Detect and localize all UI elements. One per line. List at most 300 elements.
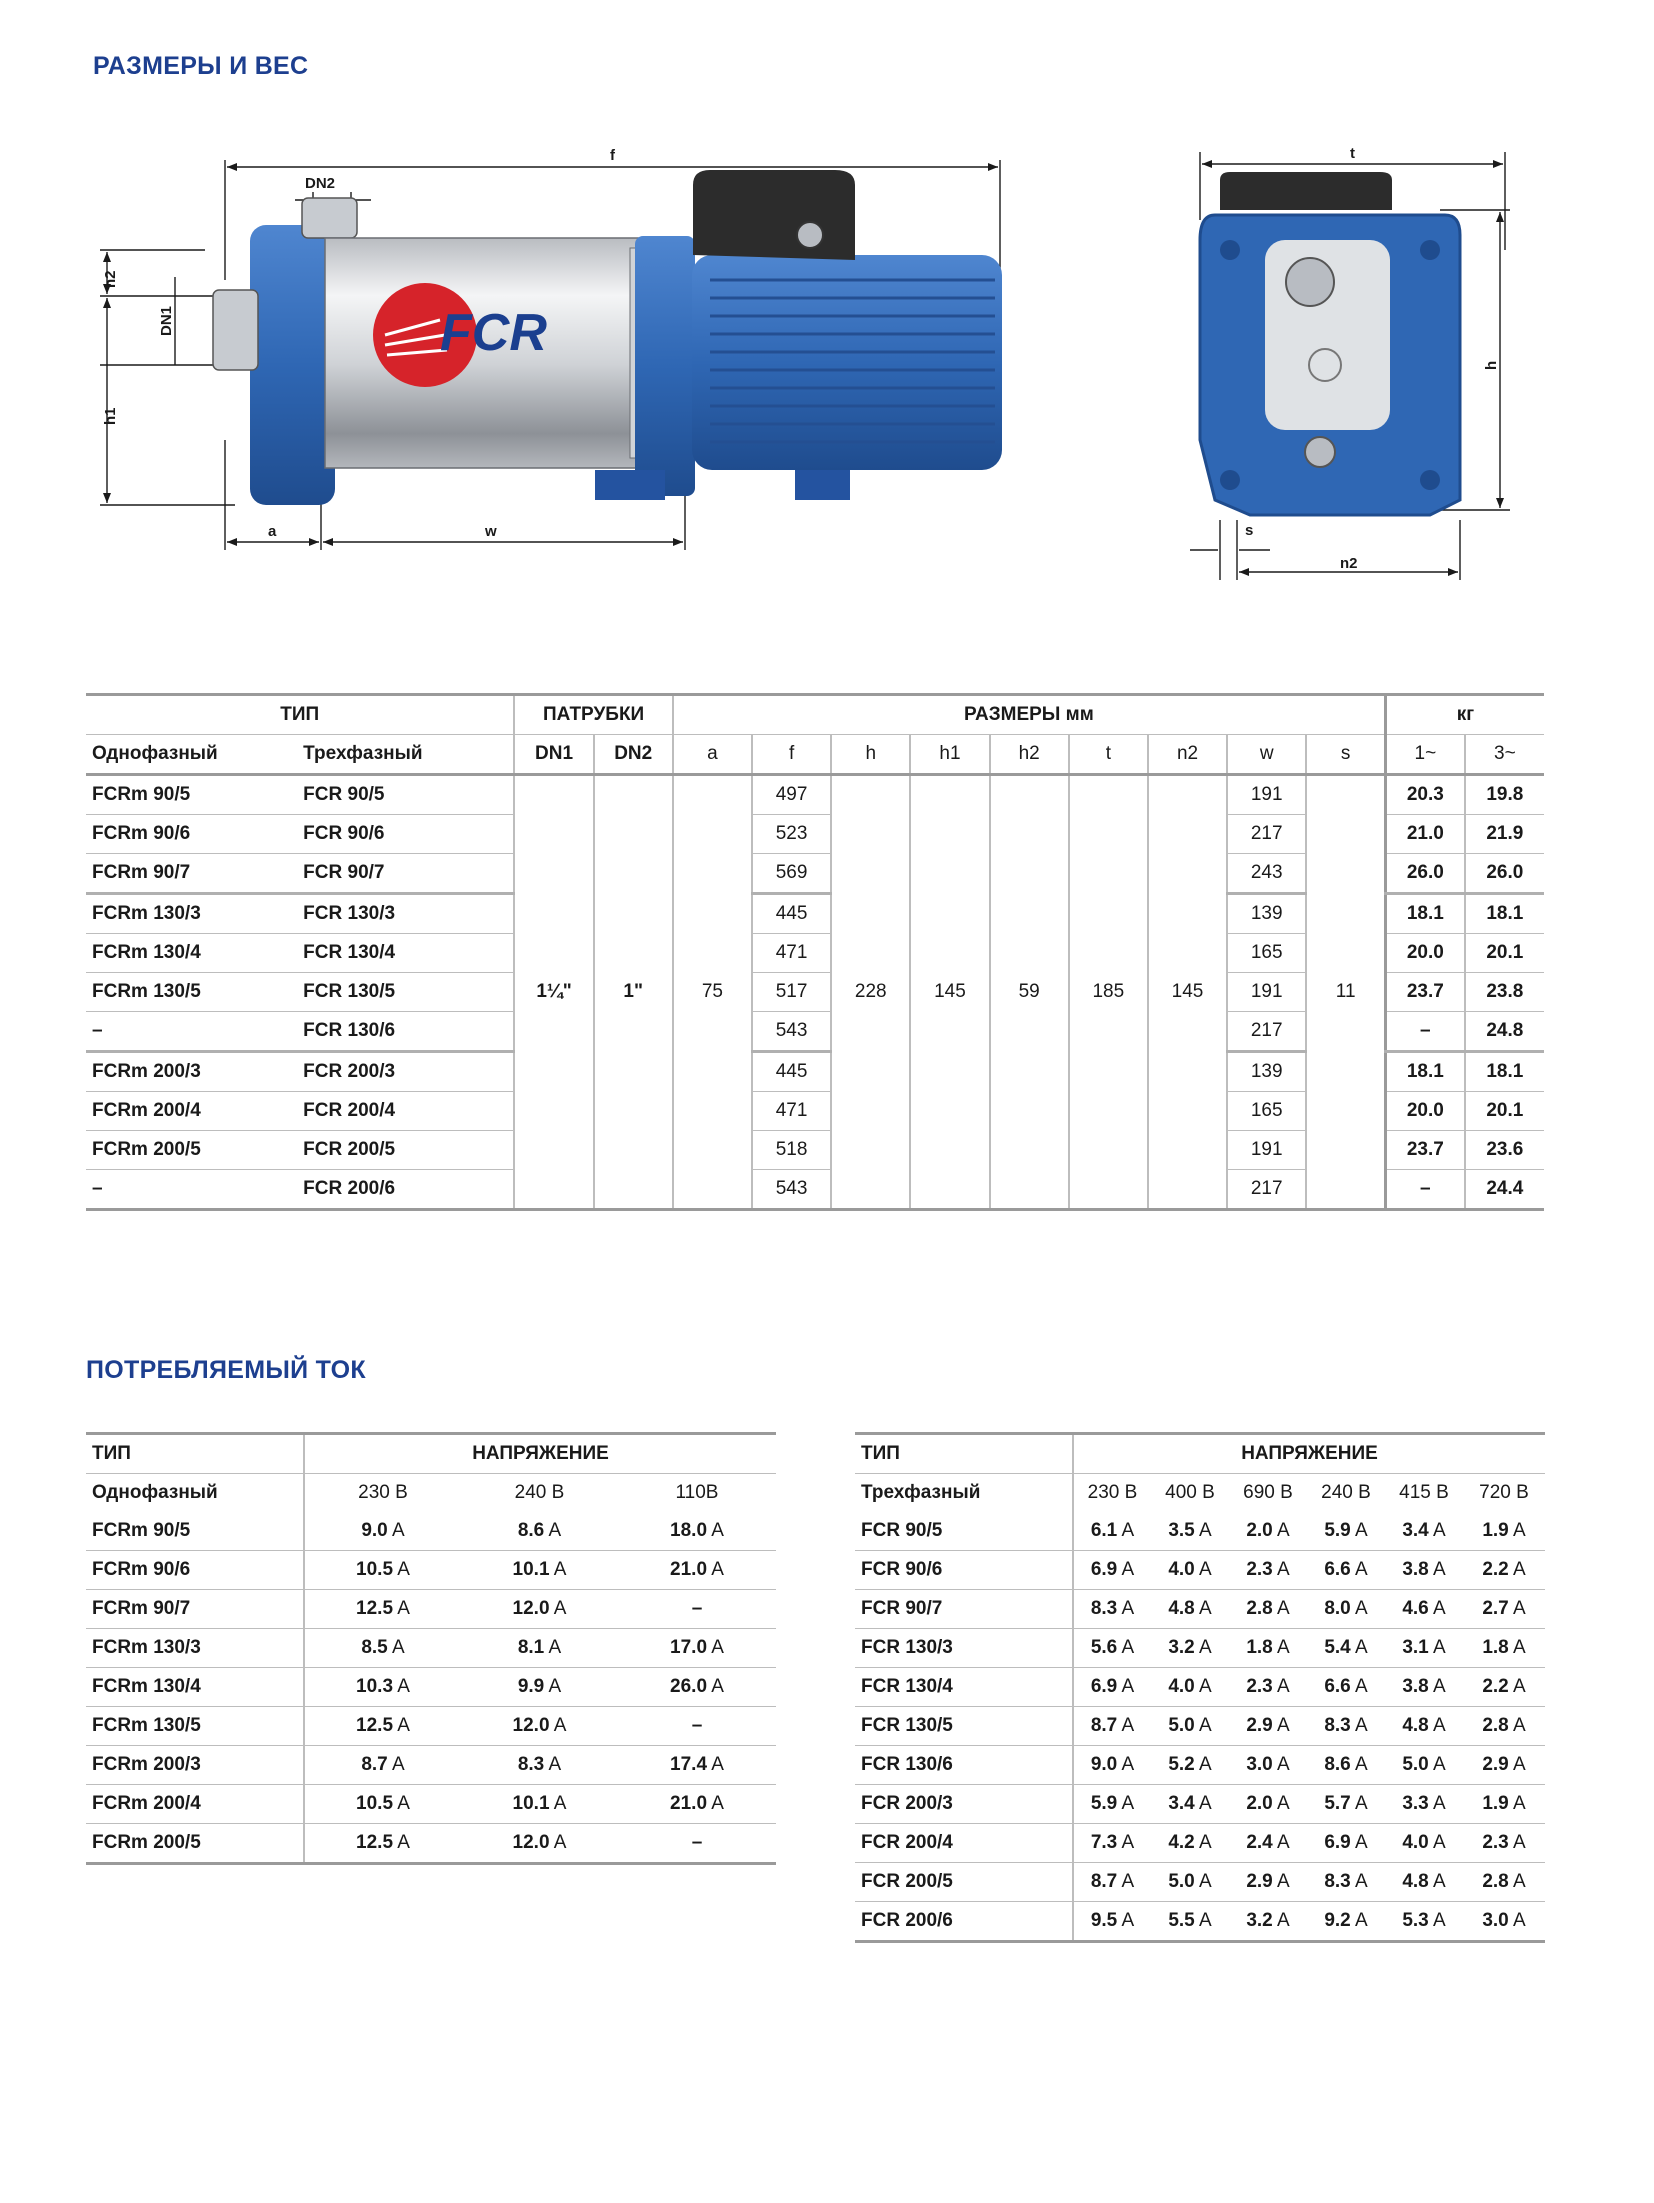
- current-amps: 2.2: [1482, 1676, 1509, 1697]
- current-unit: A: [391, 1754, 405, 1775]
- front-inlet: [1286, 258, 1334, 306]
- current-amps: 5.9: [1324, 1520, 1351, 1541]
- model-name: FCRm 90/6: [86, 1551, 304, 1590]
- current-value: [1385, 1707, 1463, 1746]
- weight-3ph: 24.8: [1465, 1012, 1544, 1052]
- voltage-header: 240 В: [1321, 1482, 1371, 1503]
- weight-3ph: 26.0: [1465, 854, 1544, 894]
- current-unit: A: [553, 1598, 567, 1619]
- dim-w: 139: [1227, 894, 1306, 934]
- current-value: [1307, 1629, 1385, 1668]
- current-row: [86, 1590, 776, 1629]
- model-name: FCRm 90/5: [86, 1512, 304, 1551]
- current-value: [1307, 1512, 1385, 1551]
- weight-3ph: 24.4: [1465, 1170, 1544, 1210]
- current-value: [1151, 1902, 1229, 1942]
- current-unit: A: [1198, 1715, 1212, 1736]
- model-name: FCR 200/6: [861, 1910, 953, 1931]
- current-amps: 10.5: [356, 1559, 394, 1580]
- pump-foot: [595, 470, 665, 500]
- cable-gland: [797, 222, 823, 248]
- current-amps: 5.4: [1324, 1637, 1351, 1658]
- current-amps: 21.0: [670, 1793, 708, 1814]
- single-phase-model: FCRm 200/4: [86, 1092, 297, 1131]
- current-value: [304, 1668, 461, 1707]
- single-phase-model: –: [86, 1170, 297, 1210]
- single-phase-model: FCRm 90/7: [86, 854, 297, 894]
- three-phase-model: FCR 130/5: [297, 973, 514, 1012]
- current-value: [1307, 1707, 1385, 1746]
- current-value: [1073, 1512, 1151, 1551]
- weight-3ph: 19.8: [1465, 775, 1544, 815]
- current-unit: A: [397, 1598, 410, 1619]
- current-unit: A: [1276, 1910, 1290, 1931]
- current-unit: A: [1432, 1793, 1446, 1814]
- model-name: FCR 90/5: [855, 1512, 1073, 1551]
- motor-foot: [795, 470, 850, 500]
- current-unit: A: [1432, 1598, 1446, 1619]
- subheader-dn2: DN2: [594, 735, 673, 775]
- dim-w: 217: [1227, 1012, 1306, 1052]
- current-unit: A: [1198, 1637, 1212, 1658]
- current-value: [461, 1707, 618, 1746]
- current-section-title: ПОТРЕБЛЯЕМЫЙ ТОК: [86, 1356, 366, 1384]
- current-amps: 8.1: [517, 1637, 545, 1658]
- current-unit: A: [711, 1676, 724, 1697]
- current-value: [618, 1746, 776, 1785]
- current-amps: 10.1: [512, 1793, 550, 1814]
- dim-f: 497: [752, 775, 831, 815]
- current-unit: A: [1198, 1871, 1212, 1892]
- three-phase-model: FCR 130/6: [297, 1012, 514, 1052]
- phase-label: Трехфазный: [861, 1482, 981, 1503]
- current-value: [304, 1551, 461, 1590]
- current-amps: 4.2: [1168, 1832, 1195, 1853]
- current-unit: A: [1432, 1676, 1446, 1697]
- current-row: [855, 1824, 1545, 1863]
- current-value: [1463, 1785, 1545, 1824]
- current-unit: A: [1276, 1832, 1290, 1853]
- current-unit: A: [1432, 1910, 1446, 1931]
- current-value: [1073, 1824, 1151, 1863]
- current-amps: 8.7: [1090, 1715, 1118, 1736]
- current-amps: 8.7: [361, 1754, 388, 1775]
- current-unit: A: [1198, 1910, 1212, 1931]
- subheader-dn1: DN1: [514, 735, 593, 775]
- current-value: [1385, 1863, 1463, 1902]
- dim-s: 11: [1306, 775, 1385, 1210]
- current-value: [618, 1785, 776, 1824]
- current-row: [86, 1785, 776, 1824]
- current-amps: 5.5: [1168, 1910, 1195, 1931]
- subheader-weight-1ph: 1~: [1386, 735, 1465, 775]
- current-amps: 12.5: [356, 1598, 394, 1619]
- three-phase-model: FCR 200/4: [297, 1092, 514, 1131]
- current-amps: 1.8: [1482, 1637, 1509, 1658]
- current-value: [1463, 1863, 1545, 1902]
- model-name: FCR 130/3: [855, 1629, 1073, 1668]
- current-unit: A: [1198, 1520, 1212, 1541]
- weight-1ph: 18.1: [1386, 894, 1465, 934]
- model-name: FCR 200/4: [855, 1824, 1073, 1863]
- current-amps: –: [691, 1715, 703, 1736]
- current-amps: –: [691, 1598, 703, 1619]
- current-value: [1151, 1629, 1229, 1668]
- current-amps: 3.8: [1402, 1559, 1429, 1580]
- dim-label-n2: n2: [1340, 555, 1358, 572]
- voltage-header: 240 В: [514, 1482, 565, 1503]
- current-value: [1229, 1707, 1307, 1746]
- outlet-port: [302, 198, 357, 238]
- model-name: FCR 200/5: [855, 1863, 1073, 1902]
- current-amps: 17.0: [670, 1637, 708, 1658]
- current-amps: 17.4: [670, 1754, 708, 1775]
- current-value: [1073, 1902, 1151, 1942]
- current-amps: 2.7: [1482, 1598, 1509, 1619]
- voltage-header: 415 В: [1399, 1482, 1449, 1503]
- current-amps: 5.9: [1090, 1793, 1118, 1814]
- pump-front-view-drawing: [1160, 140, 1510, 590]
- current-value: [304, 1746, 461, 1785]
- dimensions-section-title: РАЗМЕРЫ И ВЕС: [93, 52, 309, 80]
- dim-f: 543: [752, 1170, 831, 1210]
- current-unit: A: [1198, 1598, 1212, 1619]
- current-value: [1385, 1902, 1463, 1942]
- current-value: [1307, 1902, 1385, 1942]
- current-value: [304, 1512, 461, 1551]
- current-unit: A: [1354, 1871, 1368, 1892]
- dim-f: 445: [752, 1052, 831, 1092]
- three-phase-model: FCR 200/5: [297, 1131, 514, 1170]
- single-phase-model: FCRm 90/6: [86, 815, 297, 854]
- current-value: [461, 1551, 618, 1590]
- dim-h: 228: [831, 775, 910, 1210]
- drain-plug: [1305, 437, 1335, 467]
- dim-dn2: 1": [594, 775, 673, 1210]
- current-value: [304, 1707, 461, 1746]
- dim-f: 445: [752, 894, 831, 934]
- current-amps: 4.0: [1168, 1559, 1195, 1580]
- current-unit: A: [1198, 1832, 1212, 1853]
- current-amps: 9.5: [1090, 1910, 1118, 1931]
- current-unit: A: [548, 1754, 562, 1775]
- current-value: [1307, 1668, 1385, 1707]
- weight-1ph: 20.0: [1386, 1092, 1465, 1131]
- subheader-h: h: [831, 735, 910, 775]
- current-amps: 4.0: [1168, 1676, 1195, 1697]
- current-value: [1307, 1746, 1385, 1785]
- current-value: [1073, 1707, 1151, 1746]
- current-value: [1463, 1707, 1545, 1746]
- model-name: FCR 130/4: [855, 1668, 1073, 1707]
- current-value: [1385, 1746, 1463, 1785]
- dim-w: 165: [1227, 934, 1306, 973]
- current-unit: A: [1512, 1910, 1526, 1931]
- current-amps: 3.2: [1168, 1637, 1195, 1658]
- current-unit: A: [1512, 1637, 1526, 1658]
- current-amps: 5.3: [1402, 1910, 1429, 1931]
- current-amps: 2.9: [1482, 1754, 1509, 1775]
- current-unit: A: [1276, 1871, 1290, 1892]
- current-value: [461, 1746, 618, 1785]
- current-unit: A: [1512, 1793, 1526, 1814]
- current-value: [618, 1668, 776, 1707]
- subheader-three: Трехфазный: [297, 735, 514, 775]
- current-unit: A: [1198, 1559, 1212, 1580]
- current-value: [1151, 1512, 1229, 1551]
- current-unit: A: [1432, 1832, 1446, 1853]
- current-row: [86, 1551, 776, 1590]
- weight-3ph: 20.1: [1465, 1092, 1544, 1131]
- current-unit: A: [1121, 1676, 1135, 1697]
- current-value: [1229, 1590, 1307, 1629]
- current-value: [304, 1629, 461, 1668]
- current-value: [1229, 1824, 1307, 1863]
- dim-label-h2: h2: [102, 270, 119, 288]
- current-value: [1385, 1785, 1463, 1824]
- current-unit: A: [1432, 1754, 1446, 1775]
- dim-f: 471: [752, 934, 831, 973]
- current-unit: A: [1276, 1676, 1290, 1697]
- current-amps: 7.3: [1090, 1832, 1118, 1853]
- current-row: [86, 1629, 776, 1668]
- current-amps: 4.8: [1402, 1871, 1429, 1892]
- current-unit: A: [711, 1520, 724, 1541]
- current-value: [1307, 1785, 1385, 1824]
- current-amps: 10.5: [356, 1793, 394, 1814]
- header-ports: ПАТРУБКИ: [514, 695, 672, 735]
- current-value: [1151, 1668, 1229, 1707]
- current-amps: 8.3: [517, 1754, 545, 1775]
- current-unit: A: [1276, 1559, 1290, 1580]
- current-amps: 3.2: [1246, 1910, 1273, 1931]
- current-value: [618, 1512, 776, 1551]
- current-amps: 2.0: [1246, 1793, 1273, 1814]
- current-unit: A: [1121, 1754, 1135, 1775]
- dim-f: 543: [752, 1012, 831, 1052]
- current-amps: 9.0: [1090, 1754, 1118, 1775]
- current-amps: 3.0: [1246, 1754, 1273, 1775]
- current-value: [1229, 1512, 1307, 1551]
- current-value: [1229, 1746, 1307, 1785]
- current-amps: 3.8: [1402, 1676, 1429, 1697]
- current-value: [1385, 1629, 1463, 1668]
- current-amps: 3.3: [1402, 1793, 1429, 1814]
- dim-w: 191: [1227, 973, 1306, 1012]
- model-name: FCR 130/5: [855, 1707, 1073, 1746]
- current-value: [1151, 1551, 1229, 1590]
- current-unit: A: [397, 1793, 410, 1814]
- current-unit: A: [1121, 1598, 1135, 1619]
- pump-side-view-drawing: [95, 140, 1025, 580]
- voltage-header: 720 В: [1479, 1482, 1529, 1503]
- current-amps: 6.9: [1090, 1676, 1118, 1697]
- subheader-t: t: [1069, 735, 1148, 775]
- weight-1ph: –: [1386, 1012, 1465, 1052]
- current-amps: 8.3: [1324, 1871, 1351, 1892]
- current-value: [1073, 1551, 1151, 1590]
- current-amps: 5.2: [1168, 1754, 1195, 1775]
- single-phase-model: FCRm 200/5: [86, 1131, 297, 1170]
- current-value: [1463, 1512, 1545, 1551]
- subheader-h2: h2: [990, 735, 1069, 775]
- cur1-voltage-label: НАПРЯЖЕНИЕ: [304, 1434, 776, 1474]
- current-value: [1307, 1863, 1385, 1902]
- current-unit: A: [1512, 1832, 1526, 1853]
- current-value: [1307, 1551, 1385, 1590]
- current-unit: A: [1512, 1754, 1526, 1775]
- subheader-w: w: [1227, 735, 1306, 775]
- current-amps: 6.1: [1090, 1520, 1118, 1541]
- current-value: [1307, 1590, 1385, 1629]
- current-row: [86, 1824, 776, 1864]
- terminal-box-front: [1220, 172, 1392, 210]
- current-amps: 2.0: [1246, 1520, 1273, 1541]
- current-amps: 3.5: [1168, 1520, 1195, 1541]
- current-amps: 2.3: [1246, 1559, 1273, 1580]
- current-amps: 5.7: [1324, 1793, 1351, 1814]
- current-value: [618, 1629, 776, 1668]
- dim-label-h: h: [1483, 360, 1500, 370]
- current-value: [1073, 1590, 1151, 1629]
- current-unit: A: [1276, 1715, 1290, 1736]
- current-unit: A: [1354, 1676, 1368, 1697]
- current-value: [1151, 1824, 1229, 1863]
- current-unit: A: [1354, 1598, 1368, 1619]
- current-unit: A: [1354, 1832, 1368, 1853]
- current-amps: 3.1: [1402, 1637, 1429, 1658]
- current-row: [855, 1902, 1545, 1942]
- dimensions-weight-table: [86, 693, 1544, 1211]
- current-unit: A: [1354, 1559, 1368, 1580]
- cur2-type-label: ТИП: [855, 1434, 1073, 1474]
- weight-3ph: 23.8: [1465, 973, 1544, 1012]
- dim-t: 185: [1069, 775, 1148, 1210]
- current-unit: A: [1121, 1910, 1135, 1931]
- model-name: FCR 200/3: [855, 1785, 1073, 1824]
- dim-f: 517: [752, 973, 831, 1012]
- current-unit: A: [548, 1520, 562, 1541]
- current-amps: 9.0: [361, 1520, 388, 1541]
- current-amps: 2.2: [1482, 1559, 1509, 1580]
- weight-1ph: –: [1386, 1170, 1465, 1210]
- current-value: [461, 1785, 618, 1824]
- current-amps: 26.0: [670, 1676, 708, 1697]
- current-value: [1073, 1668, 1151, 1707]
- current-value: [1151, 1590, 1229, 1629]
- dim-w: 191: [1227, 1131, 1306, 1170]
- three-phase-current-table: [855, 1432, 1545, 1943]
- current-row: [855, 1512, 1545, 1551]
- current-unit: A: [711, 1559, 724, 1580]
- current-value: [1385, 1668, 1463, 1707]
- current-value: [1463, 1668, 1545, 1707]
- current-unit: A: [1512, 1520, 1526, 1541]
- current-amps: 5.0: [1402, 1754, 1429, 1775]
- weight-3ph: 18.1: [1465, 894, 1544, 934]
- current-unit: A: [1198, 1754, 1212, 1775]
- model-name: FCRm 90/7: [86, 1590, 304, 1629]
- current-unit: A: [1354, 1715, 1368, 1736]
- current-amps: 4.8: [1402, 1715, 1429, 1736]
- current-unit: A: [397, 1832, 410, 1853]
- current-unit: A: [1432, 1637, 1446, 1658]
- current-value: [1463, 1629, 1545, 1668]
- motor-body: [692, 255, 1002, 470]
- subheader-s: s: [1306, 735, 1385, 775]
- model-name: FCRm 130/4: [86, 1668, 304, 1707]
- svg-text:FCR: FCR: [440, 304, 547, 362]
- current-value: [1151, 1746, 1229, 1785]
- current-value: [1385, 1551, 1463, 1590]
- current-value: [1385, 1590, 1463, 1629]
- current-row: [855, 1785, 1545, 1824]
- terminal-box: [693, 170, 855, 260]
- current-row: [86, 1707, 776, 1746]
- current-amps: 5.6: [1090, 1637, 1118, 1658]
- three-phase-model: FCR 130/4: [297, 934, 514, 973]
- current-amps: 4.6: [1402, 1598, 1429, 1619]
- current-unit: A: [711, 1754, 724, 1775]
- current-unit: A: [553, 1559, 567, 1580]
- dim-w: 217: [1227, 1170, 1306, 1210]
- subheader-h1: h1: [910, 735, 989, 775]
- current-amps: 2.8: [1246, 1598, 1273, 1619]
- current-amps: 3.0: [1482, 1910, 1509, 1931]
- current-amps: 21.0: [670, 1559, 708, 1580]
- current-amps: 4.0: [1402, 1832, 1429, 1853]
- current-amps: 10.3: [356, 1676, 394, 1697]
- weight-3ph: 18.1: [1465, 1052, 1544, 1092]
- current-amps: 9.9: [517, 1676, 545, 1697]
- current-unit: A: [553, 1715, 567, 1736]
- weight-3ph: 20.1: [1465, 934, 1544, 973]
- current-amps: 18.0: [670, 1520, 708, 1541]
- dim-w: 191: [1227, 775, 1306, 815]
- dim-label-h1: h1: [102, 407, 119, 425]
- current-amps: 12.5: [356, 1832, 394, 1853]
- current-unit: A: [711, 1637, 724, 1658]
- dim-label-f: f: [610, 147, 615, 164]
- dim-label-s: s: [1245, 522, 1254, 539]
- single-phase-model: FCRm 130/4: [86, 934, 297, 973]
- current-unit: A: [1198, 1676, 1212, 1697]
- subheader-weight-3ph: 3~: [1465, 735, 1544, 775]
- current-amps: 1.9: [1482, 1520, 1509, 1541]
- voltage-header: 690 В: [1243, 1482, 1293, 1503]
- current-value: [1151, 1785, 1229, 1824]
- pump-head-casting: [250, 225, 335, 505]
- current-unit: A: [1354, 1793, 1368, 1814]
- weight-1ph: 20.3: [1386, 775, 1465, 815]
- current-unit: A: [1121, 1871, 1135, 1892]
- current-unit: A: [397, 1559, 410, 1580]
- current-unit: A: [1276, 1520, 1290, 1541]
- weight-3ph: 23.6: [1465, 1131, 1544, 1170]
- current-row: [855, 1668, 1545, 1707]
- current-value: [1229, 1863, 1307, 1902]
- current-unit: A: [548, 1676, 562, 1697]
- single-phase-model: FCRm 200/3: [86, 1052, 297, 1092]
- current-row: [855, 1863, 1545, 1902]
- current-row: [86, 1512, 776, 1551]
- current-value: [618, 1551, 776, 1590]
- current-unit: A: [1121, 1520, 1135, 1541]
- dim-label-a: a: [268, 523, 277, 540]
- current-amps: 2.3: [1482, 1832, 1509, 1853]
- current-row: [855, 1746, 1545, 1785]
- current-unit: A: [553, 1793, 567, 1814]
